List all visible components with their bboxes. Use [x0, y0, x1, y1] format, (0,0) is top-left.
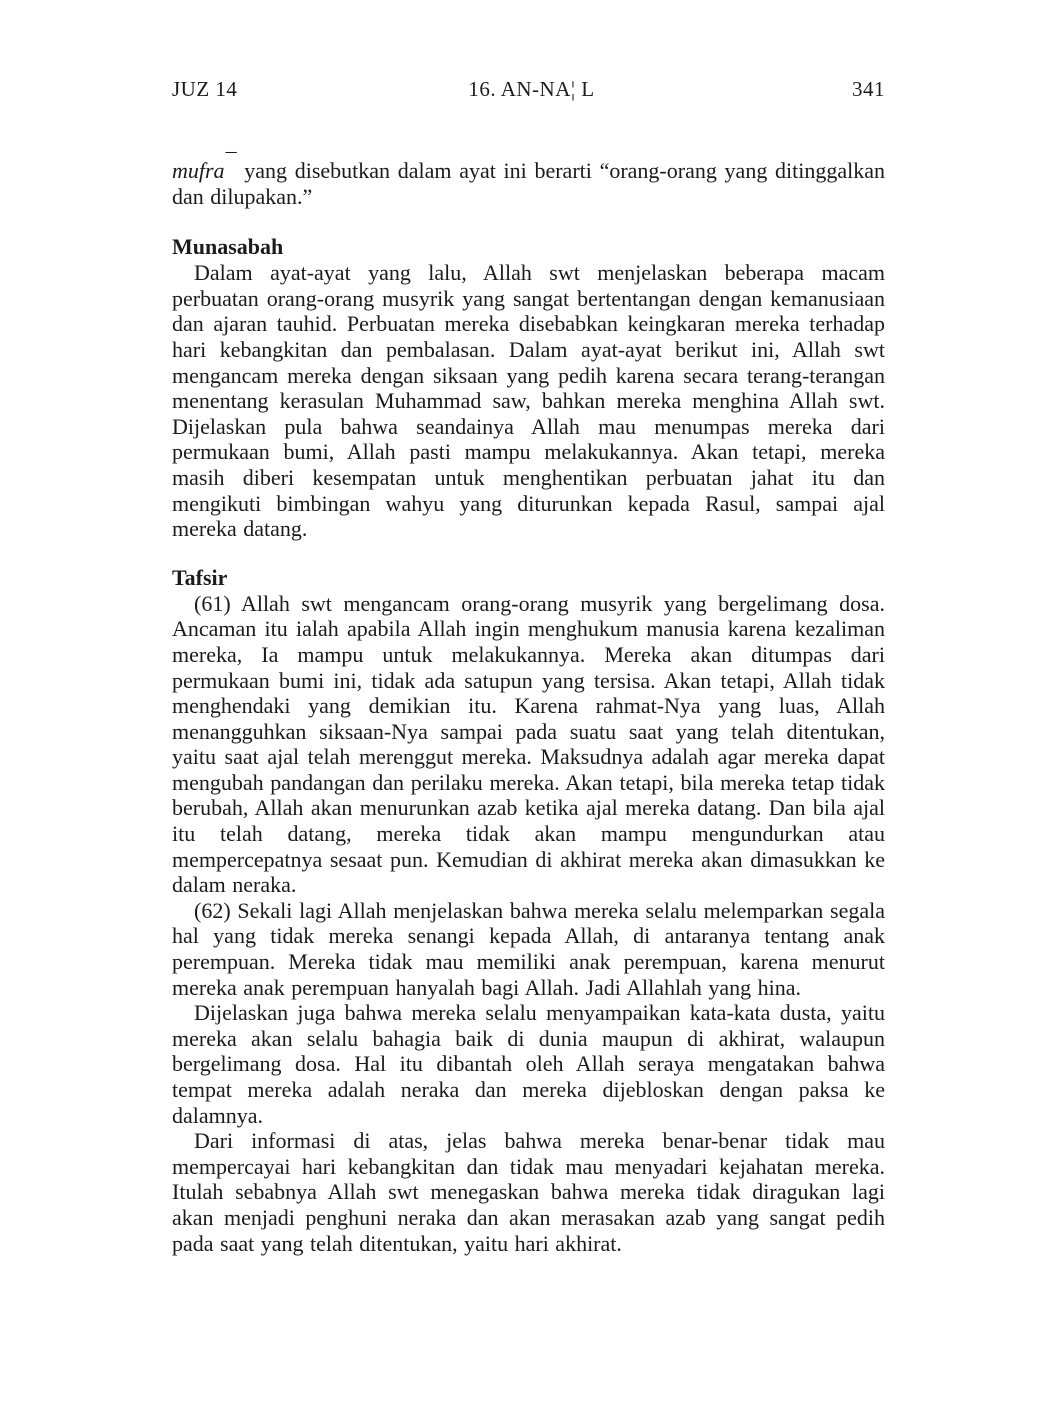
- page-number: 341: [852, 77, 885, 101]
- macron-mark: ¯: [225, 148, 237, 174]
- tafsir-paragraph-61: (61) Allah swt mengancam orang-orang musyrik yang bergelimang dosa. Ancaman itu ialah apabila Allah ingin menghukum manusia karena kezaliman mereka, Ia mampu untuk melakukannya. Mereka akan ditumpas dari permukaan bumi ini, tidak ada satupun yang tersisa. Akan tetapi, Allah tidak menghendaki yang demikian itu. Karena rahmat-Nya yang luas, Allah menangguhkan siksaan-Nya sampai pada suatu saat yang telah ditentukan, yaitu saat ajal telah merenggut mereka. Maksudnya adalah agar mereka dapat mengubah pandangan dan perilaku mereka. Akan tetapi, bila mereka tetap tidak berubah, Allah akan menurunkan azab ketika ajal mereka datang. Dan bila ajal itu telah datang, mereka tidak akan mampu mengundurkan atau mempercepatnya sesaat pun. Kemudian di akhirat mereka akan dimasukkan ke dalam neraka.: [172, 590, 885, 898]
- tafsir-paragraph-62: (62) Sekali lagi Allah menjelaskan bahwa mereka selalu melemparkan segala hal yang tidak mereka senangi kepada Allah, di antaranya tentang anak perempuan. Mereka tidak mau memiliki anak perempuan, karena menurut mereka anak perempuan hanyalah bagi Allah. Jadi Allahlah yang hina.: [172, 897, 885, 1000]
- tafsir-paragraph-kesimpulan: Dari informasi di atas, jelas bahwa mereka benar-benar tidak mau mempercayai hari kebangkitan dan tidak mau menyadari kejahatan mereka. Itulah sebabnya Allah swt menegaskan bahwa mereka tidak diragukan lagi akan menjadi penghuni neraka dan akan merasakan azab yang sangat pedih pada saat yang telah ditentukan, yaitu hari akhirat.: [172, 1128, 885, 1256]
- page-header: [172, 76, 885, 102]
- juz-label: JUZ 14: [172, 77, 238, 101]
- intro-paragraph: [172, 148, 885, 209]
- section-heading-tafsir: Tafsir: [172, 564, 228, 590]
- section-heading-munasabah: Munasabah: [172, 234, 284, 260]
- munasabah-paragraph: Dalam ayat-ayat yang lalu, Allah swt menjelaskan beberapa macam perbuatan orang-orang musyrik yang sangat bertentangan dengan kemanusiaan dan ajaran tauhid. Perbuatan mereka disebabkan keingkaran mereka terhadap hari kebangkitan dan pembalasan. Dalam ayat-ayat berikut ini, Allah swt mengancam mereka dengan siksaan yang pedih karena secara terang-terangan menentang kerasulan Muhammad saw, bahkan mereka menghina Allah swt. Dijelaskan pula bahwa seandainya Allah mau menumpas mereka dari permukaan bumi, Allah pasti mampu melakukannya. Akan tetapi, mereka masih diberi kesempatan untuk menghentikan perbuatan jahat itu dan mengikuti bimbingan wahyu yang diturunkan kepada Rasul, sampai ajal mereka datang.: [172, 260, 885, 542]
- page-body: [172, 148, 885, 1256]
- term-mufra: mufra: [172, 158, 225, 183]
- tafsir-paragraph-dusta: Dijelaskan juga bahwa mereka selalu menyampaikan kata-kata dusta, yaitu mereka akan selalu bahagia baik di dunia maupun di akhirat, walaupun bergelimang dosa. Hal itu dibantah oleh Allah seraya mengatakan bahwa tempat mereka adalah neraka dan mereka dijebloskan dengan paksa ke dalamnya.: [172, 1000, 885, 1128]
- intro-text: yang disebutkan dalam ayat ini berarti “orang-orang yang ditinggalkan dan dilupakan.”: [172, 158, 885, 209]
- surah-title: 16. AN-NA¦ L: [468, 77, 595, 101]
